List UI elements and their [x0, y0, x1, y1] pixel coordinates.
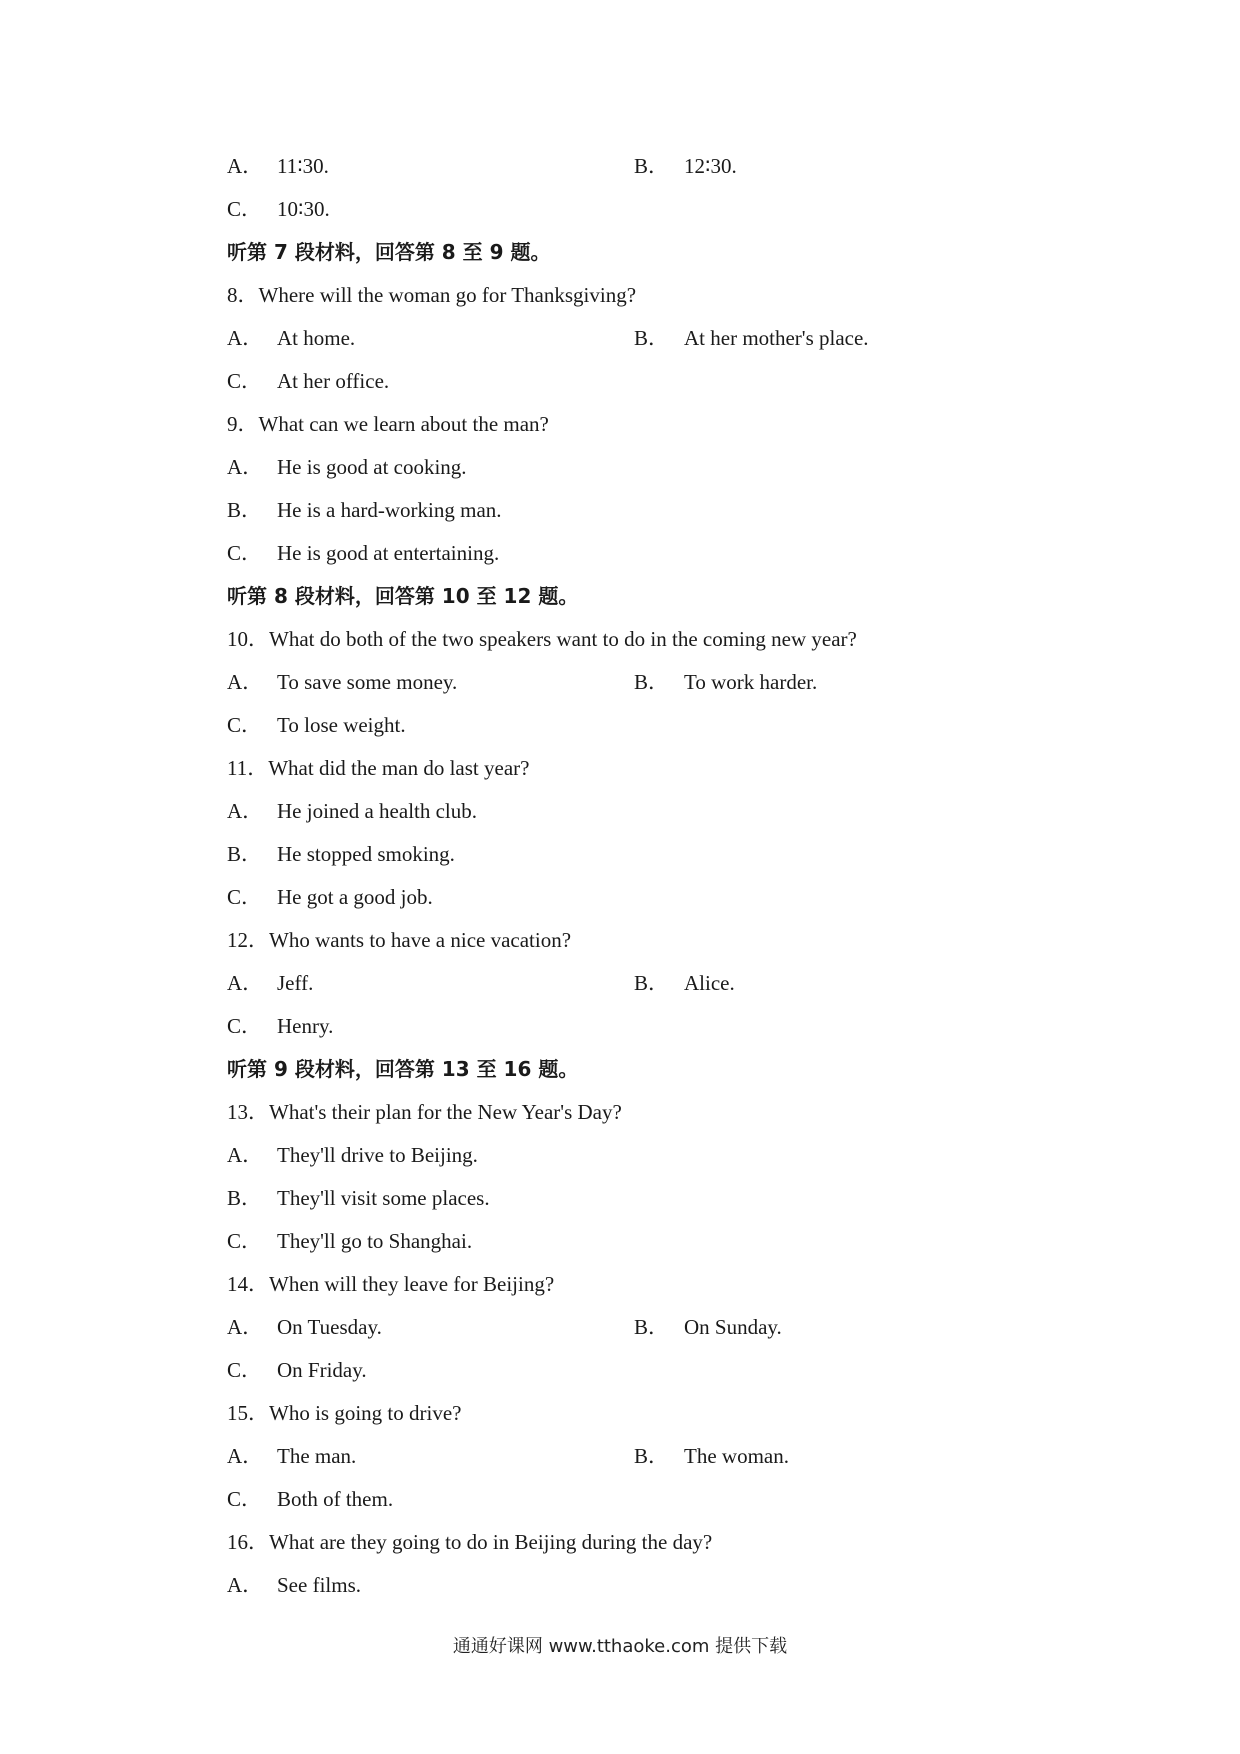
option-row: [227, 661, 1027, 704]
question-text: 13．What's their plan for the New Year's Day?: [227, 1100, 622, 1124]
option-letter: C．: [227, 541, 263, 565]
answer-option: [227, 1478, 393, 1521]
answer-option: [634, 661, 817, 704]
option-text: He is good at cooking.: [277, 455, 467, 479]
option-text: He got a good job.: [277, 885, 433, 909]
option-text: On Friday.: [277, 1358, 367, 1382]
exam-content: [227, 145, 1027, 1607]
option-text: Alice.: [684, 971, 735, 995]
question-text: 11．What did the man do last year?: [227, 756, 530, 780]
option-text: The woman.: [684, 1444, 789, 1468]
option-text: They'll go to Shanghai.: [277, 1229, 473, 1253]
option-letter: C．: [227, 369, 263, 393]
option-letter: A．: [227, 971, 264, 995]
option-letter: C．: [227, 1487, 263, 1511]
option-text: He is a hard-working man.: [277, 498, 502, 522]
option-text: Henry.: [277, 1014, 334, 1038]
option-row: [227, 1005, 1027, 1048]
answer-option: [227, 1564, 361, 1607]
answer-option: [227, 532, 499, 575]
option-letter: C．: [227, 197, 263, 221]
option-text: Both of them.: [277, 1487, 394, 1511]
answer-option: [227, 145, 329, 188]
answer-option: [634, 317, 869, 360]
answer-option: [227, 790, 477, 833]
section-heading: 听第 7 段材料，回答第 8 至 9 题。: [227, 240, 551, 264]
option-letter: C．: [227, 1014, 263, 1038]
option-letter: B．: [227, 842, 263, 866]
option-text: See films.: [277, 1573, 361, 1597]
page-footer: 通通好课网 www.tthaoke.com 提供下载: [452, 1636, 788, 1657]
option-row: [227, 1564, 1027, 1607]
option-text: On Tuesday.: [277, 1315, 382, 1339]
question-text: 14．When will they leave for Beijing?: [227, 1272, 555, 1296]
answer-option: [634, 145, 737, 188]
answer-option: [634, 962, 735, 1005]
option-letter: A．: [227, 670, 264, 694]
option-row: [227, 532, 1027, 575]
option-text: To lose weight.: [277, 713, 406, 737]
option-row: [227, 704, 1027, 747]
answer-option: [227, 188, 330, 231]
question-text: 8．Where will the woman go for Thanksgiving?: [227, 283, 637, 307]
option-letter: A．: [227, 799, 264, 823]
answer-option: [227, 489, 502, 532]
option-letter: A．: [227, 154, 264, 178]
answer-option: [227, 876, 433, 919]
option-letter: A．: [227, 1573, 264, 1597]
option-row: [227, 188, 1027, 231]
option-letter: C．: [227, 713, 263, 737]
option-text: They'll visit some places.: [277, 1186, 490, 1210]
option-row: [227, 962, 1027, 1005]
option-letter: A．: [227, 326, 264, 350]
option-row: [227, 489, 1027, 532]
answer-option: [227, 446, 467, 489]
option-letter: C．: [227, 1358, 263, 1382]
option-text: The man.: [277, 1444, 357, 1468]
option-text: At her mother's place.: [684, 326, 869, 350]
answer-option: [227, 1177, 490, 1220]
option-text: On Sunday.: [684, 1315, 782, 1339]
option-letter: C．: [227, 1229, 263, 1253]
option-row: [227, 317, 1027, 360]
option-row: [227, 1435, 1027, 1478]
option-letter: B．: [634, 326, 670, 350]
option-letter: B．: [634, 971, 670, 995]
answer-option: [227, 962, 313, 1005]
option-row: [227, 1177, 1027, 1220]
option-text: Jeff.: [277, 971, 314, 995]
option-row: [227, 833, 1027, 876]
answer-option: [227, 360, 389, 403]
answer-option: [227, 1134, 478, 1177]
option-row: [227, 360, 1027, 403]
option-text: 10∶30.: [277, 197, 330, 221]
option-row: [227, 1349, 1027, 1392]
option-letter: B．: [634, 1315, 670, 1339]
option-row: [227, 1306, 1027, 1349]
option-text: They'll drive to Beijing.: [277, 1143, 478, 1167]
answer-option: [227, 317, 355, 360]
option-letter: A．: [227, 1444, 264, 1468]
option-row: [227, 446, 1027, 489]
option-letter: B．: [634, 670, 670, 694]
option-row: [227, 876, 1027, 919]
option-letter: A．: [227, 1143, 264, 1167]
option-letter: B．: [227, 498, 263, 522]
option-text: He stopped smoking.: [277, 842, 455, 866]
option-text: He joined a health club.: [277, 799, 478, 823]
section-heading: 听第 9 段材料，回答第 13 至 16 题。: [227, 1057, 579, 1081]
option-text: To save some money.: [277, 670, 458, 694]
option-row: [227, 145, 1027, 188]
option-text: 11∶30.: [277, 154, 329, 178]
question-text: 15．Who is going to drive?: [227, 1401, 462, 1425]
answer-option: [227, 661, 457, 704]
option-row: [227, 790, 1027, 833]
option-row: [227, 1478, 1027, 1521]
option-text: At her office.: [277, 369, 390, 393]
section-heading: 听第 8 段材料，回答第 10 至 12 题。: [227, 584, 579, 608]
answer-option: [227, 1005, 333, 1048]
question-text: 9．What can we learn about the man?: [227, 412, 549, 436]
option-text: 12∶30.: [684, 154, 737, 178]
option-text: He is good at entertaining.: [277, 541, 500, 565]
option-text: At home.: [277, 326, 356, 350]
option-row: [227, 1134, 1027, 1177]
question-text: 12．Who wants to have a nice vacation?: [227, 928, 572, 952]
answer-option: [227, 833, 455, 876]
question-text: 10．What do both of the two speakers want to do in the coming new year?: [227, 627, 857, 651]
answer-option: [227, 1435, 356, 1478]
option-text: To work harder.: [684, 670, 818, 694]
question-text: 16．What are they going to do in Beijing during the day?: [227, 1530, 713, 1554]
answer-option: [227, 1349, 367, 1392]
option-letter: B．: [227, 1186, 263, 1210]
answer-option: [227, 1220, 472, 1263]
option-letter: A．: [227, 455, 264, 479]
option-letter: B．: [634, 154, 670, 178]
answer-option: [227, 1306, 382, 1349]
answer-option: [634, 1435, 789, 1478]
answer-option: [227, 704, 406, 747]
answer-option: [634, 1306, 782, 1349]
option-letter: B．: [634, 1444, 670, 1468]
option-row: [227, 1220, 1027, 1263]
option-letter: A．: [227, 1315, 264, 1339]
option-letter: C．: [227, 885, 263, 909]
